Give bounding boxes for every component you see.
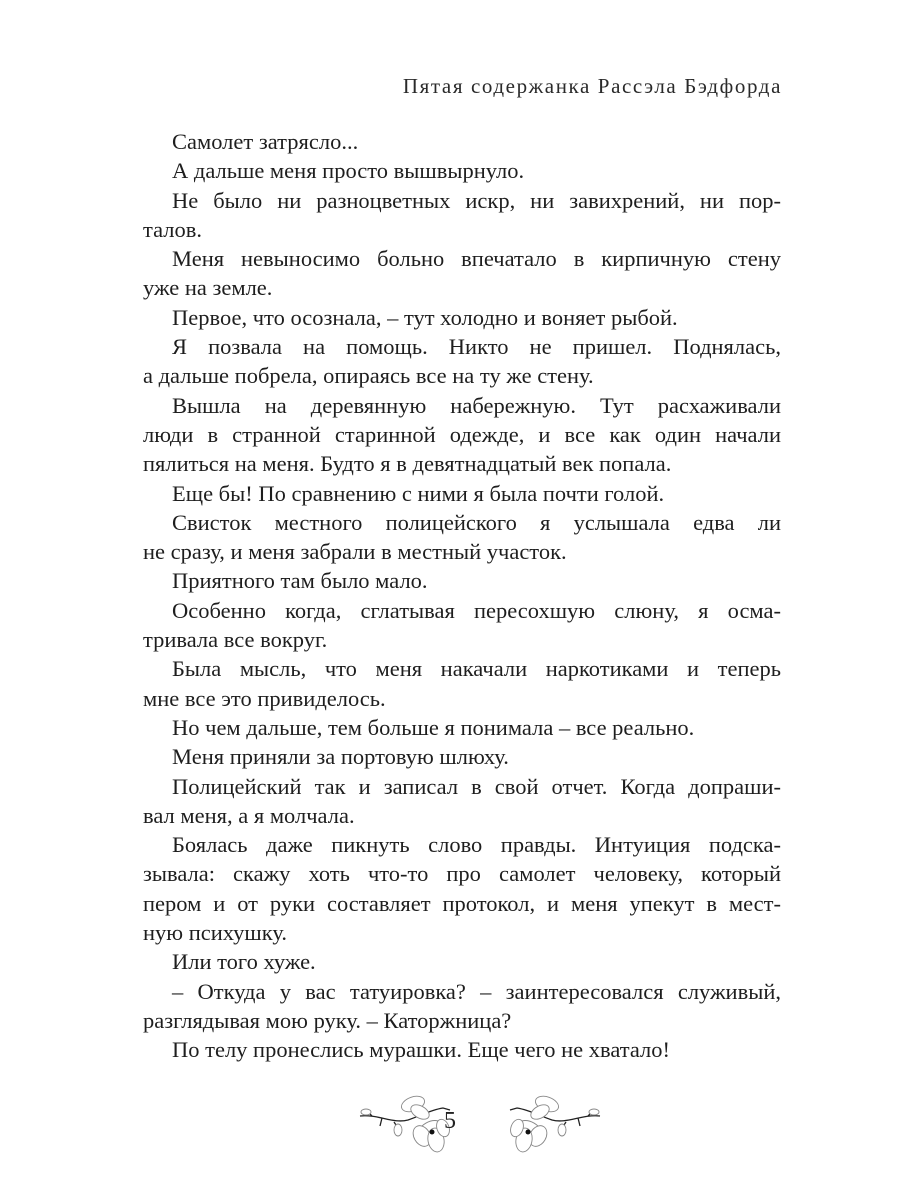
page-body-text	[143, 127, 781, 1065]
text-line: зывала: скажу хоть что-то про самолет человеку, который	[143, 861, 781, 887]
page-number: 5	[444, 1108, 456, 1134]
text-line: пером и от руки составляет протокол, и меня упекут в мест-	[143, 890, 781, 916]
text-line: По телу пронеслись мурашки. Еще чего не хватало!	[172, 1037, 670, 1063]
text-line: люди в странной старинной одежде, и все как один начали	[143, 421, 781, 447]
paragraph	[143, 742, 781, 771]
page-footer	[0, 1090, 900, 1160]
magnolia-branch-icon	[502, 1090, 602, 1155]
paragraph	[143, 772, 781, 831]
text-line: Не было ни разноцветных искр, ни завихрений, ни пор-	[172, 187, 781, 213]
paragraph	[143, 566, 781, 595]
text-line: разглядывая мою руку. – Каторжница?	[143, 1007, 512, 1033]
text-line: пялиться на меня. Будто я в девятнадцатый век попала.	[143, 451, 672, 477]
paragraph	[143, 654, 781, 713]
text-line: Полицейский так и записал в свой отчет. Когда допраши-	[172, 773, 781, 799]
text-line: Была мысль, что меня накачали наркотиками и теперь	[172, 656, 781, 682]
paragraph	[143, 391, 781, 479]
paragraph	[143, 127, 781, 156]
text-line: талов.	[143, 216, 203, 242]
text-line: ную психушку.	[143, 920, 287, 946]
text-line: Вышла на деревянную набережную. Тут расхаживали	[172, 392, 781, 418]
text-line: – Откуда у вас татуировка? – заинтересовался служивый,	[172, 978, 781, 1004]
paragraph	[143, 830, 781, 947]
text-line: Или того хуже.	[172, 949, 316, 975]
text-line: Боялась даже пикнуть слово правды. Интуиция подска-	[172, 832, 781, 858]
paragraph	[143, 303, 781, 332]
paragraph	[143, 977, 781, 1036]
paragraph	[143, 156, 781, 185]
paragraph	[143, 244, 781, 303]
paragraph	[143, 479, 781, 508]
text-line: Я позвала на помощь. Никто не пришел. Поднялась,	[172, 334, 781, 360]
text-line: Особенно когда, сглатывая пересохшую слюну, я осма-	[172, 597, 781, 623]
text-line: Свисток местного полицейского я услышала едва ли	[172, 509, 781, 535]
paragraph	[143, 332, 781, 391]
running-header: Пятая содержанка Рассэла Бэдфорда	[402, 74, 782, 98]
text-line: Меня невыносимо больно впечатало в кирпичную стену	[172, 246, 781, 272]
text-line: тривала все вокруг.	[143, 627, 328, 653]
text-line: мне все это привиделось.	[143, 685, 386, 711]
text-line: Меня приняли за портовую шлюху.	[172, 744, 509, 770]
text-line: вал меня, а я молчала.	[143, 802, 355, 828]
text-line: Первое, что осознала, – тут холодно и воняет рыбой.	[172, 304, 678, 330]
paragraph	[143, 947, 781, 976]
text-line: Приятного там было мало.	[172, 568, 428, 594]
text-line: а дальше побрела, опираясь все на ту же стену.	[143, 363, 594, 389]
paragraph	[143, 186, 781, 245]
text-line: Самолет затрясло...	[172, 129, 359, 154]
text-line: Но чем дальше, тем больше я понимала – все реально.	[172, 714, 695, 740]
paragraph	[143, 596, 781, 655]
text-line: не сразу, и меня забрали в местный участок.	[143, 539, 567, 565]
text-line: уже на земле.	[143, 275, 273, 301]
text-line: Еще бы! По сравнению с ними я была почти голой.	[172, 480, 665, 506]
paragraph	[143, 1035, 781, 1064]
paragraph	[143, 508, 781, 567]
text-line: А дальше меня просто вышвырнуло.	[172, 158, 525, 184]
paragraph	[143, 713, 781, 742]
